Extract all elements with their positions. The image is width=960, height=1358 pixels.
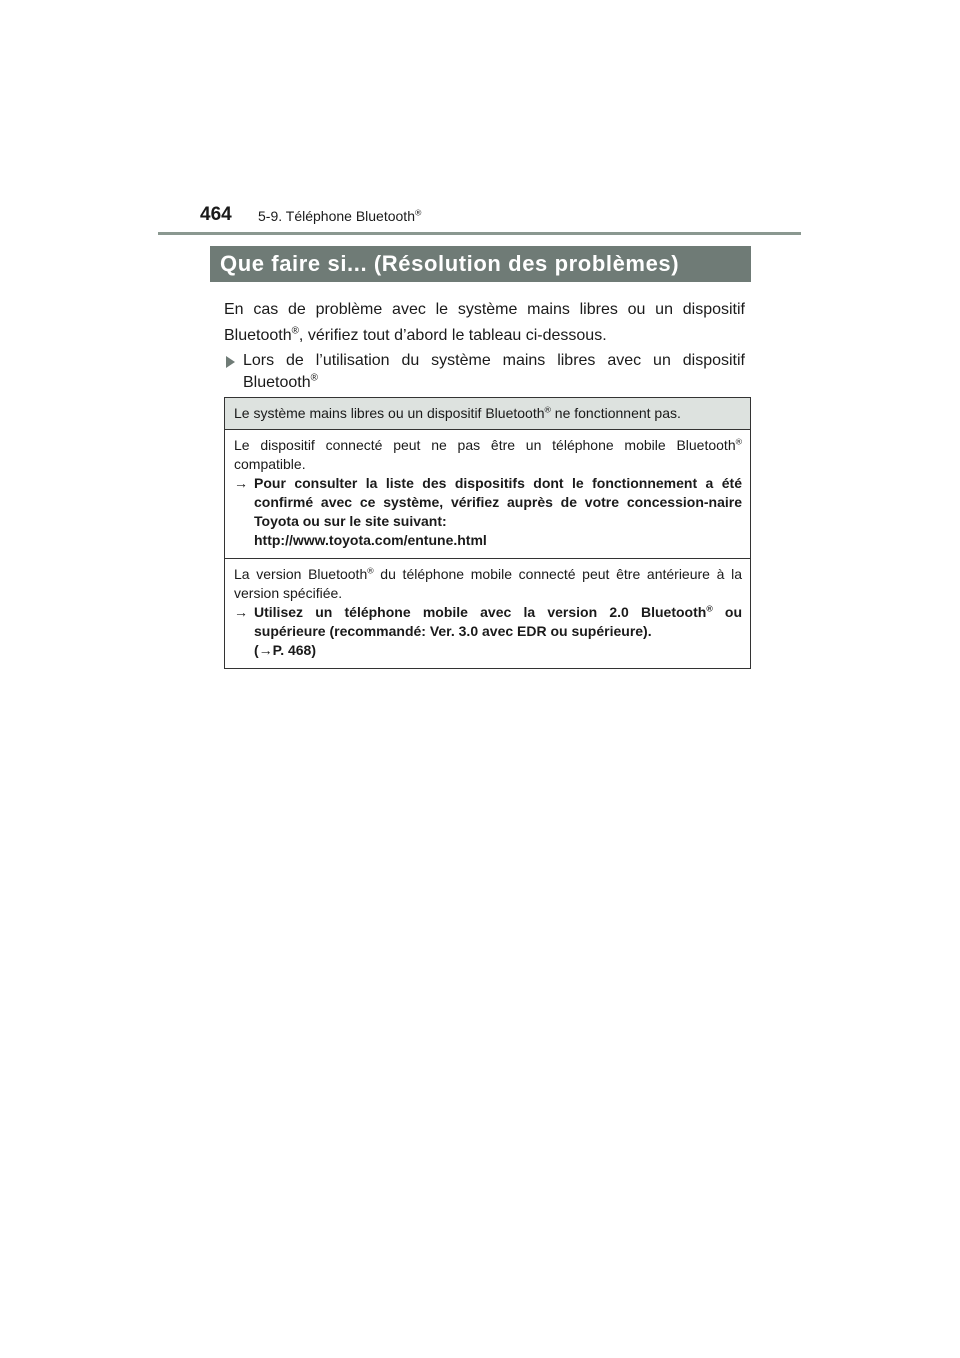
bullet-item <box>224 350 745 394</box>
arrow-right-icon: → <box>258 642 273 658</box>
triangle-bullet-icon <box>226 356 235 368</box>
registered-mark: ® <box>735 436 742 447</box>
solution-text <box>234 474 742 550</box>
cause-text-end: du téléphone mobile connecté peut être antérieure à la version spécifiée. <box>234 566 742 601</box>
solution-label-end: ou supérieure (recommandé: Ver. 3.0 avec EDR ou supérieure). <box>254 604 743 639</box>
registered-mark: ® <box>367 565 374 576</box>
arrow-right-icon: → <box>234 604 248 620</box>
cause-text <box>234 436 742 474</box>
table-header <box>225 398 750 430</box>
cause-text-end: compatible. <box>234 456 306 472</box>
table-row <box>225 558 750 668</box>
bullet-text <box>243 350 745 394</box>
intro-paragraph <box>224 297 745 349</box>
troubleshooting-table <box>224 397 751 669</box>
solution-text <box>234 603 742 660</box>
intro-text-start: En cas de problème avec le système mains libres ou un dispositif Bluetooth <box>224 301 745 344</box>
section-title-text: 5-9. Téléphone Bluetooth <box>258 208 415 224</box>
ref-open: ( <box>254 642 259 658</box>
cause-text-start: La version Bluetooth <box>234 566 368 582</box>
page-number: 464 <box>200 204 232 225</box>
registered-mark: ® <box>544 404 551 415</box>
table-header-text-start: Le système mains libres ou un dispositif Bluetooth <box>234 405 545 421</box>
arrow-right-icon: → <box>234 475 248 491</box>
registered-mark: ® <box>291 325 299 337</box>
page-reference[interactable] <box>254 641 742 660</box>
table-row <box>225 430 750 558</box>
solution-label: Pour consulter la liste des dispositifs dont le fonctionnement a été confirmé avec ce système, vérifiez auprès de votre concession-naire Toyota ou sur le site suivant: <box>254 475 742 529</box>
solution-label-start: Utilisez un téléphone mobile avec la version 2.0 Bluetooth <box>254 604 707 620</box>
bullet-label: Lors de l’utilisation du système mains libres avec un dispositif Bluetooth <box>243 352 745 391</box>
cause-text-start: Le dispositif connecté peut ne pas être un téléphone mobile Bluetooth <box>234 437 736 453</box>
website-link[interactable]: http://www.toyota.com/entune.html <box>254 532 487 548</box>
page-heading: Que faire si... (Résolution des problèmes) <box>210 246 751 282</box>
ref-page: P. 468) <box>272 642 317 658</box>
header-rule <box>158 232 801 235</box>
cause-text <box>234 565 742 603</box>
table-header-text-end: ne fonctionnent pas. <box>550 405 681 421</box>
registered-mark: ® <box>414 207 422 218</box>
intro-text-end: , vérifiez tout d’abord le tableau ci-dessous. <box>298 327 607 344</box>
section-title <box>258 208 421 224</box>
registered-mark: ® <box>310 372 318 384</box>
registered-mark: ® <box>706 603 713 614</box>
